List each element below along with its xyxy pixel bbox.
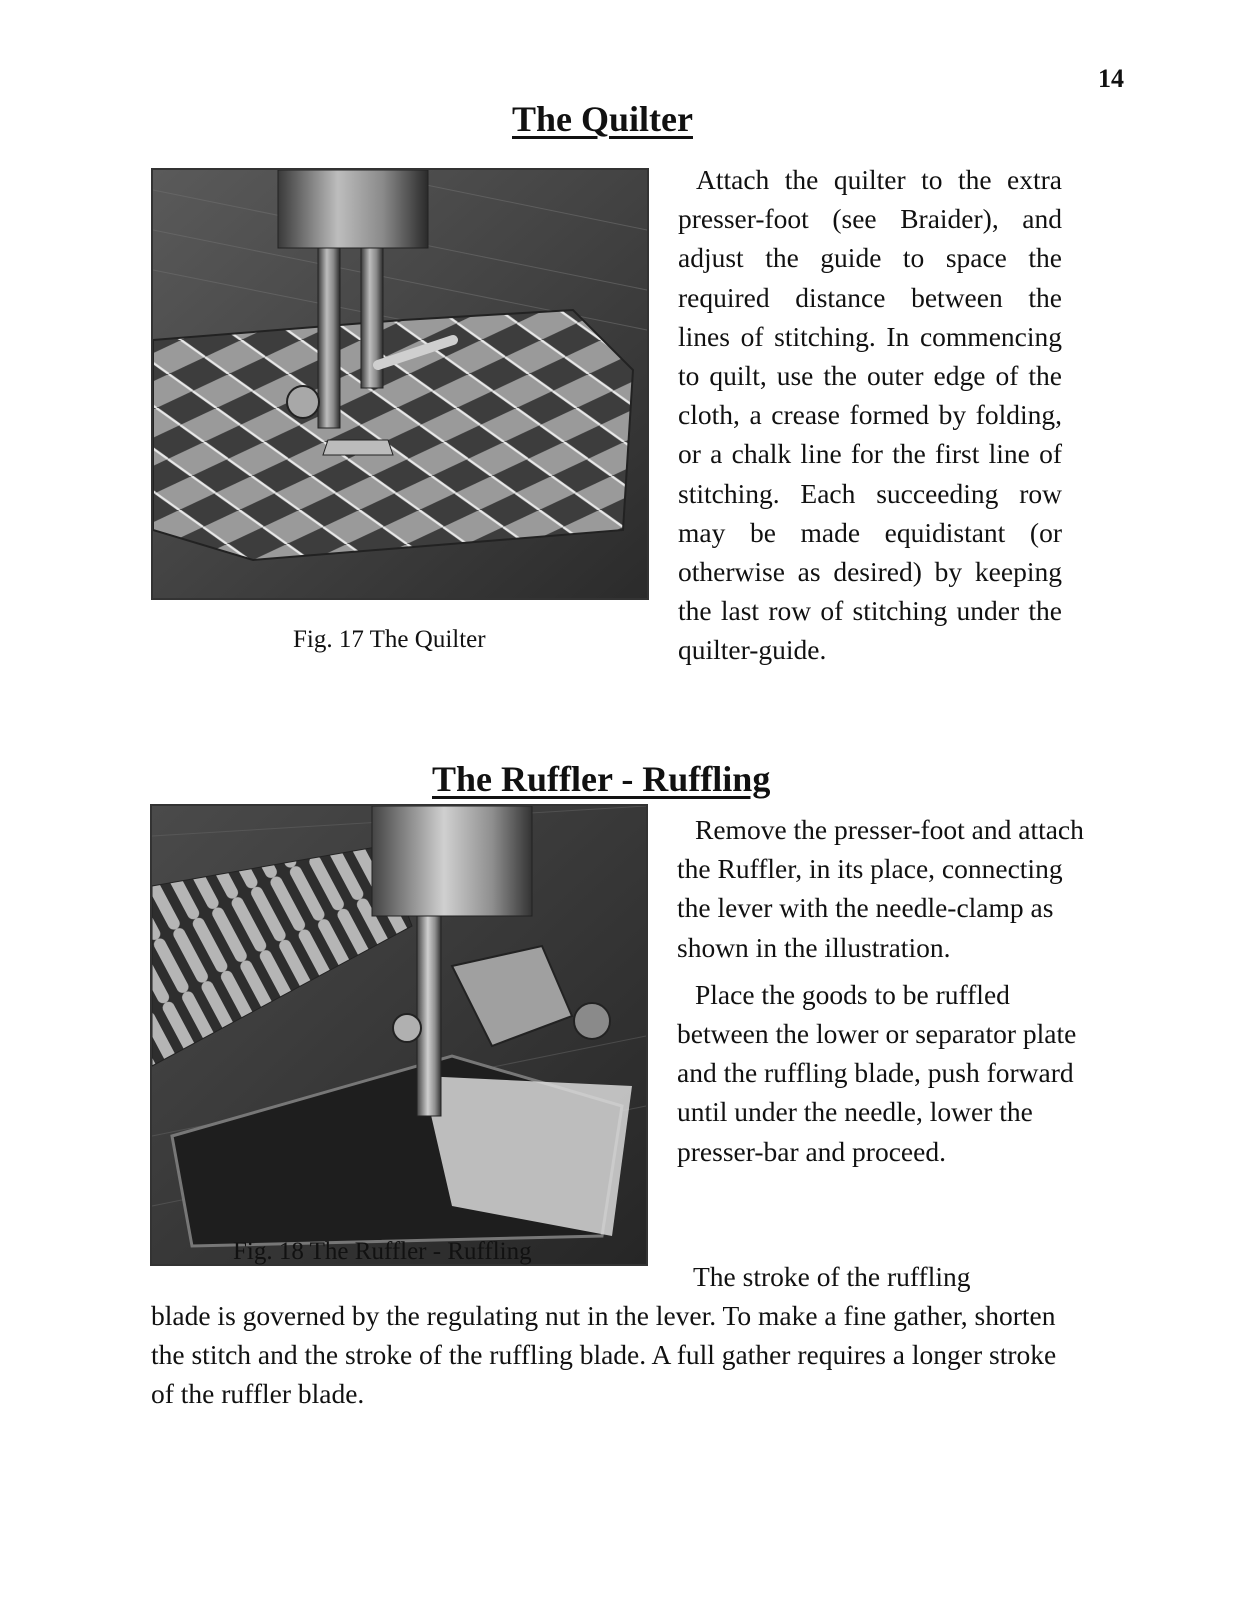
figure-caption-18: Fig. 18 The Ruffler - Ruffling (233, 1238, 532, 1265)
ruffler-paragraph-3-rest: blade is governed by the regulating nut in the lever. To make a fine gather, shorten the stitch and the stroke of the ruffling blade. A full gather requires a longer stroke of the ruffler blade. (151, 1300, 1057, 1410)
ruffler-paragraph-1: Remove the presser-foot and attach the Ruffler, in its place, connecting the lever with the needle-clamp as shown in the illustration. (677, 814, 1084, 963)
section-title-ruffler: The Ruffler - Ruffling (432, 759, 771, 799)
section-title-quilter: The Quilter (512, 99, 693, 139)
page-number: 14 (1098, 64, 1124, 93)
quilter-illustration (151, 168, 649, 600)
ruffler-paragraph-2: Place the goods to be ruffled between the lower or separator plate and the ruffling blade, push forward until under the needle, lower the presser-bar and proceed. (677, 978, 1077, 1167)
ruffler-illustration (150, 804, 648, 1266)
quilter-paragraph (678, 160, 1062, 670)
quilter-paragraph-text: Attach the quilter to the extra presser-foot (see Braider), and adjust the guide to space the required distance between the lines of stitching. In commencing to quilt, use the outer edge of the cloth, a crease formed by folding, or a chalk line for the first line of stitching. Each succeeding row may be made equidistant (or otherwise as desired) by keeping the last row of stitching under the quilter-guide. (678, 164, 1062, 666)
figure-caption-17: Fig. 17 The Quilter (293, 626, 486, 653)
ruffler-paragraph-3-start: The stroke of the ruffling (693, 1261, 971, 1292)
ruffler-text-column (677, 810, 1097, 1171)
